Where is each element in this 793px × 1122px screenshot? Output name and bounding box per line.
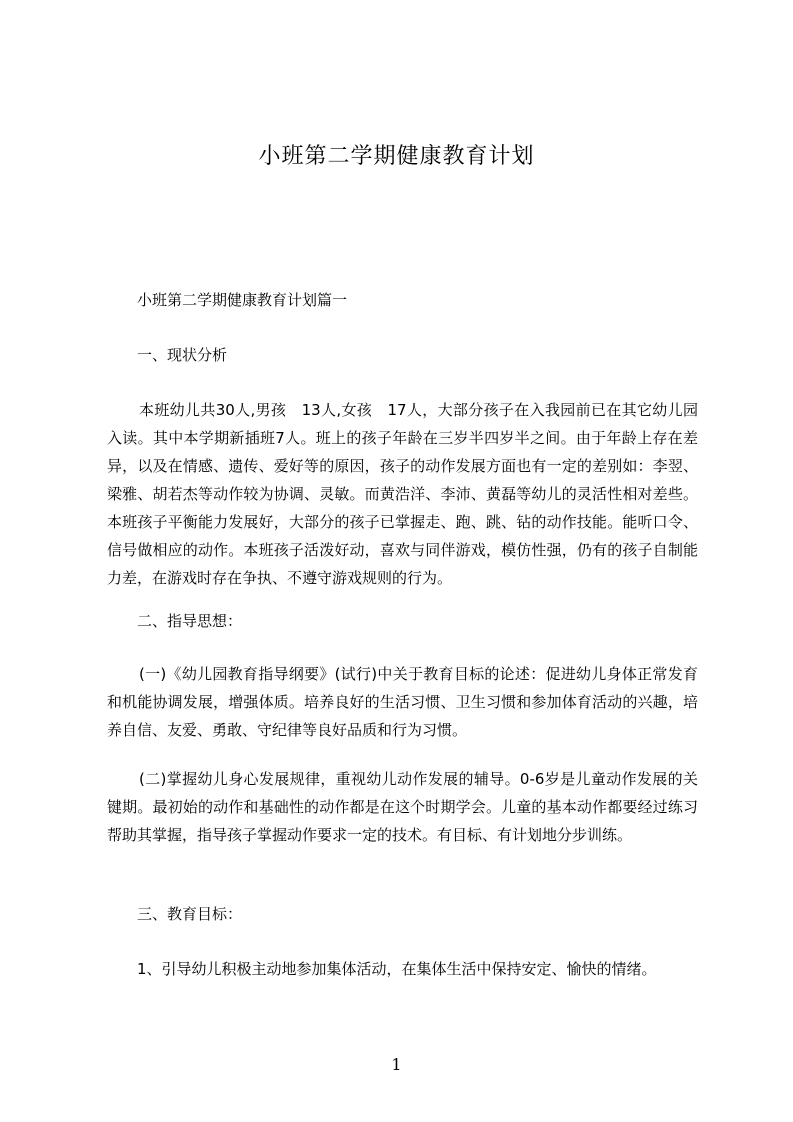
goal-item-1: 1、引导幼儿积极主动地参加集体活动，在集体生活中保持安定、愉快的情绪。	[137, 960, 657, 978]
paragraph-status-analysis: 本班幼儿共30人,男孩 13人,女孩 17人，大部分孩子在入我园前已在其它幼儿园入读。其中本学期新插班7人。班上的孩子年龄在三岁半四岁半之间。由于年龄上存在差异，以及在情感、遗传、爱好等的原因，孩子的动作发展方面也有一定的差别如：李翌、梁雅、胡若杰等动作较为协调、灵敏。而黄浩洋、李沛、黄磊等幼儿的灵活性相对差些。本班孩子平衡能力发展好，大部分的孩子已掌握走、跑、跳、钻的动作技能。能听口令、信号做相应的动作。本班孩子活泼好动，喜欢与同伴游戏，模仿性强，仍有的孩子自制能力差，在游戏时存在争执、不遵守游戏规则的行为。	[107, 401, 698, 587]
section-heading-education-goals: 三、教育目标：	[137, 905, 243, 923]
document-title: 小班第二学期健康教育计划	[258, 144, 535, 169]
document-subtitle: 小班第二学期健康教育计划篇一	[137, 291, 348, 309]
paragraph-guiding-thought-2: (二)掌握幼儿身心发展规律，重视幼儿动作发展的辅导。0-6岁是儿童动作发展的关键期。最初始的动作和基础性的动作都是在这个时期学会。儿童的基本动作都要经过练习帮助其掌握，指导孩子掌握动作要求一定的技术。有目标、有计划地分步训练。	[107, 770, 698, 844]
page-number: 1	[391, 1055, 402, 1074]
section-heading-status-analysis: 一、现状分析	[137, 346, 228, 364]
section-heading-guiding-thought: 二、指导思想：	[137, 612, 243, 630]
paragraph-guiding-thought-1: (一)《幼儿园教育指导纲要》(试行)中关于教育目标的论述：促进幼儿身体正常发育和机能协调发展，增强体质。培养良好的生活习惯、卫生习惯和参加体育活动的兴趣，培养自信、友爱、勇敢、守纪律等良好品质和行为习惯。	[107, 665, 698, 739]
